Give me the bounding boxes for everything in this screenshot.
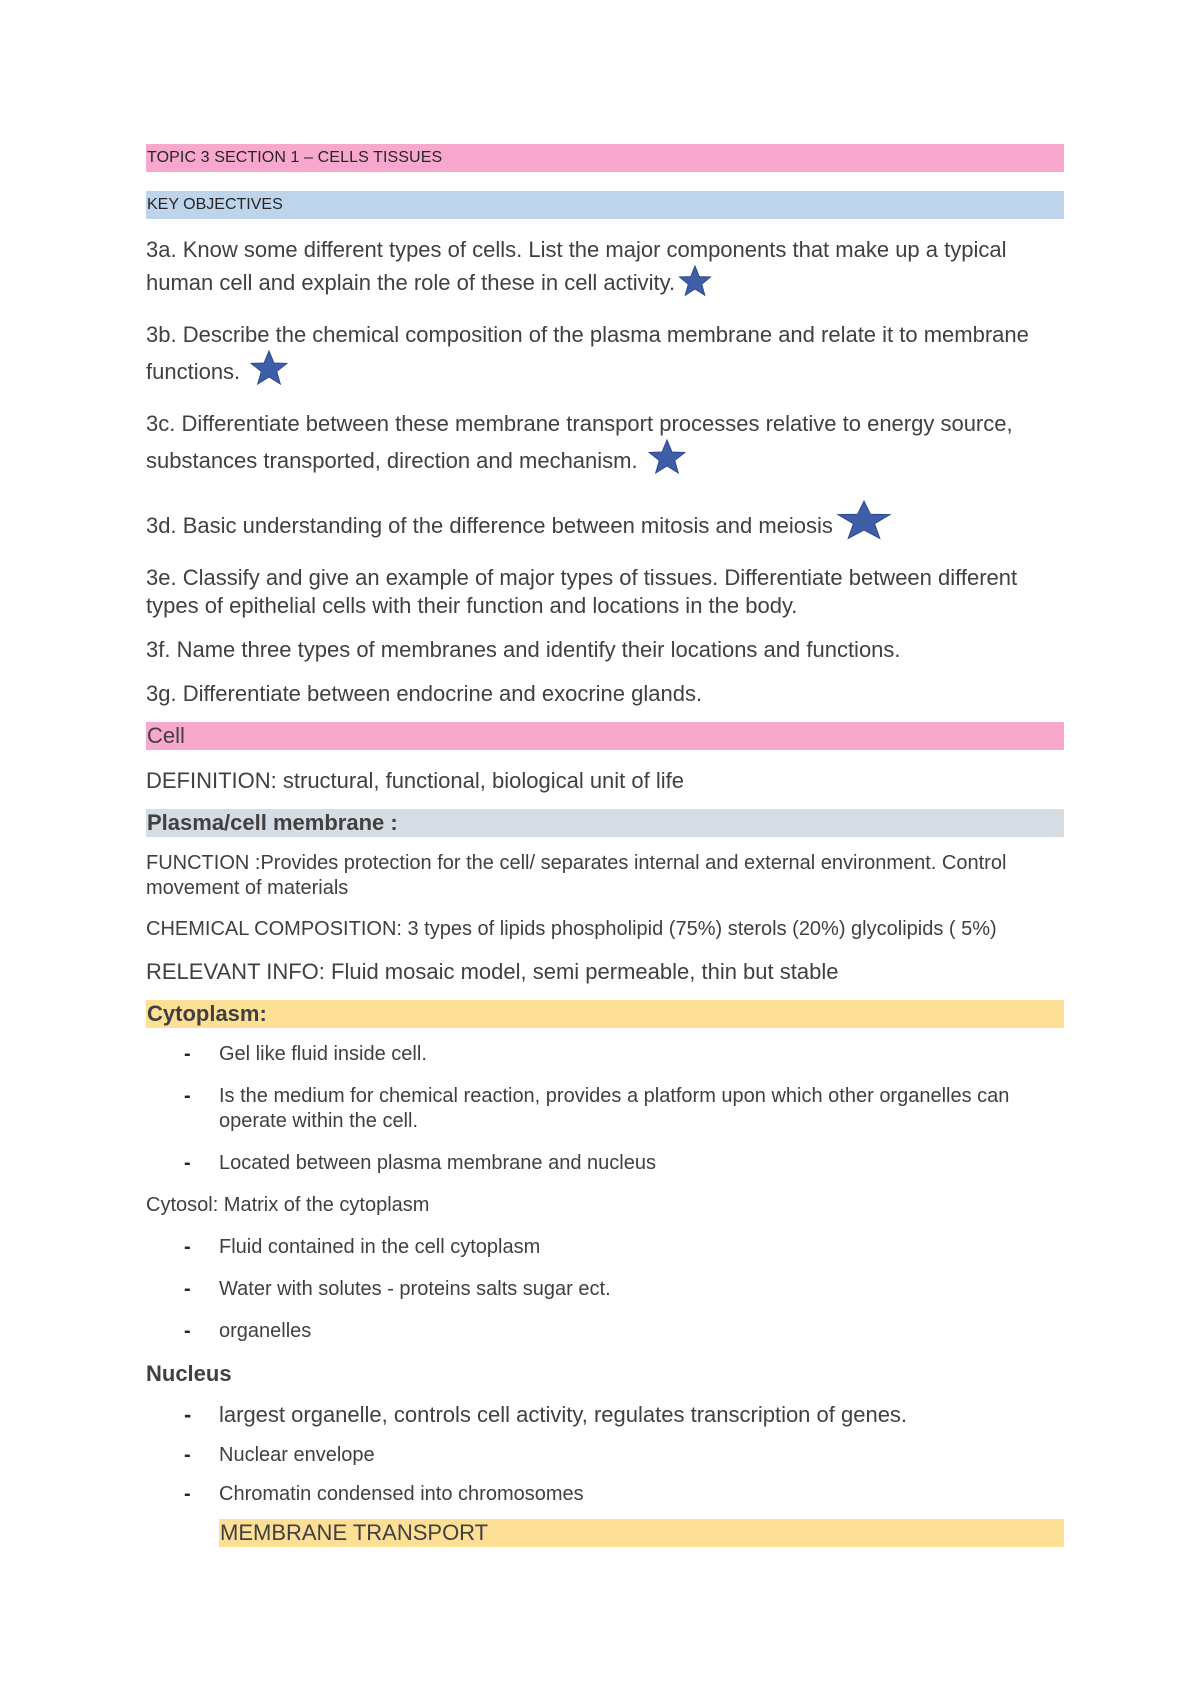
relevant-info: RELEVANT INFO: Fluid mosaic model, semi permeable, thin but stable bbox=[146, 959, 839, 984]
objective-text: 3a. Know some different types of cells. List the major components that make up a typical human cell and explain the role of these in cell activity. bbox=[146, 237, 1007, 295]
star-icon bbox=[677, 264, 713, 305]
cytosol-line: Cytosol: Matrix of the cytoplasm bbox=[146, 1194, 430, 1216]
dash-bullet: - bbox=[184, 1402, 192, 1427]
dash-bullet: - bbox=[184, 1444, 191, 1466]
dash-bullet: - bbox=[184, 1152, 191, 1174]
list-item bbox=[146, 1482, 1064, 1507]
list-item bbox=[146, 1151, 1064, 1176]
list-item bbox=[146, 1235, 1064, 1260]
list-item-text: Chromatin condensed into chromosomes bbox=[219, 1483, 584, 1505]
objective-text: 3c. Differentiate between these membrane transport processes relative to energy source, substances transported, direction and mechanism. bbox=[146, 411, 1013, 473]
objective-3b bbox=[146, 321, 1064, 394]
list-item bbox=[146, 1319, 1064, 1344]
list-item bbox=[146, 1277, 1064, 1302]
membrane-function bbox=[146, 851, 1064, 901]
list-item-text: largest organelle, controls cell activity, regulates transcription of genes. bbox=[219, 1402, 908, 1427]
objectives-list bbox=[146, 236, 1064, 708]
list-item bbox=[146, 1084, 1064, 1134]
list-item bbox=[146, 1042, 1064, 1067]
function-text: Provides protection for the cell/ separates internal and external environment. Control movement of materials bbox=[146, 852, 1007, 899]
document-page bbox=[146, 144, 1064, 1547]
objective-3e: 3e. Classify and give an example of major types of tissues. Differentiate between different types of epithelial cells with their function and locations in the body. bbox=[146, 565, 1018, 618]
objective-3a bbox=[146, 236, 1064, 305]
cell-heading: Cell bbox=[146, 722, 1064, 750]
star-icon bbox=[248, 349, 290, 394]
star-icon bbox=[646, 438, 688, 483]
cytoplasm-list bbox=[146, 1042, 1064, 1176]
objective-text: 3b. Describe the chemical composition of the plasma membrane and relate it to membrane functions. bbox=[146, 322, 1029, 384]
key-objectives-heading: KEY OBJECTIVES bbox=[146, 191, 1064, 219]
dash-bullet: - bbox=[184, 1320, 191, 1342]
topic-title: TOPIC 3 SECTION 1 – CELLS TISSUES bbox=[146, 144, 1064, 172]
list-item-text: organelles bbox=[219, 1320, 312, 1342]
dash-bullet: - bbox=[184, 1043, 191, 1065]
nucleus-heading: Nucleus bbox=[146, 1361, 232, 1386]
list-item-text: Water with solutes - proteins salts sugar ect. bbox=[219, 1278, 611, 1300]
objective-3g: 3g. Differentiate between endocrine and exocrine glands. bbox=[146, 681, 703, 706]
list-item-text: Located between plasma membrane and nucleus bbox=[219, 1152, 656, 1174]
plasma-membrane-heading: Plasma/cell membrane : bbox=[146, 809, 1064, 837]
dash-bullet: - bbox=[184, 1085, 191, 1107]
list-item bbox=[146, 1401, 1064, 1429]
objective-3c bbox=[146, 410, 1064, 483]
list-item-text: Gel like fluid inside cell. bbox=[219, 1043, 427, 1065]
star-icon bbox=[835, 499, 893, 548]
list-item bbox=[146, 1443, 1064, 1468]
list-item-text: Nuclear envelope bbox=[219, 1444, 375, 1466]
dash-bullet: - bbox=[184, 1278, 191, 1300]
cytosol-list bbox=[146, 1235, 1064, 1344]
membrane-transport-heading: MEMBRANE TRANSPORT bbox=[219, 1519, 1064, 1547]
nucleus-list bbox=[146, 1401, 1064, 1507]
cell-definition: DEFINITION: structural, functional, biological unit of life bbox=[146, 768, 684, 793]
cytoplasm-heading: Cytoplasm: bbox=[146, 1000, 1064, 1028]
list-item-text: Is the medium for chemical reaction, provides a platform upon which other organelles can operate within the cell. bbox=[219, 1085, 1010, 1132]
chemical-composition: CHEMICAL COMPOSITION: 3 types of lipids phospholipid (75%) sterols (20%) glycolipids ( 5%) bbox=[146, 918, 997, 940]
objective-3d bbox=[146, 499, 1064, 548]
function-label: FUNCTION : bbox=[146, 852, 261, 874]
list-item-text: Fluid contained in the cell cytoplasm bbox=[219, 1236, 541, 1258]
dash-bullet: - bbox=[184, 1483, 191, 1505]
objective-text: 3d. Basic understanding of the difference between mitosis and meiosis bbox=[146, 513, 833, 538]
objective-3f: 3f. Name three types of membranes and identify their locations and functions. bbox=[146, 637, 901, 662]
dash-bullet: - bbox=[184, 1236, 191, 1258]
